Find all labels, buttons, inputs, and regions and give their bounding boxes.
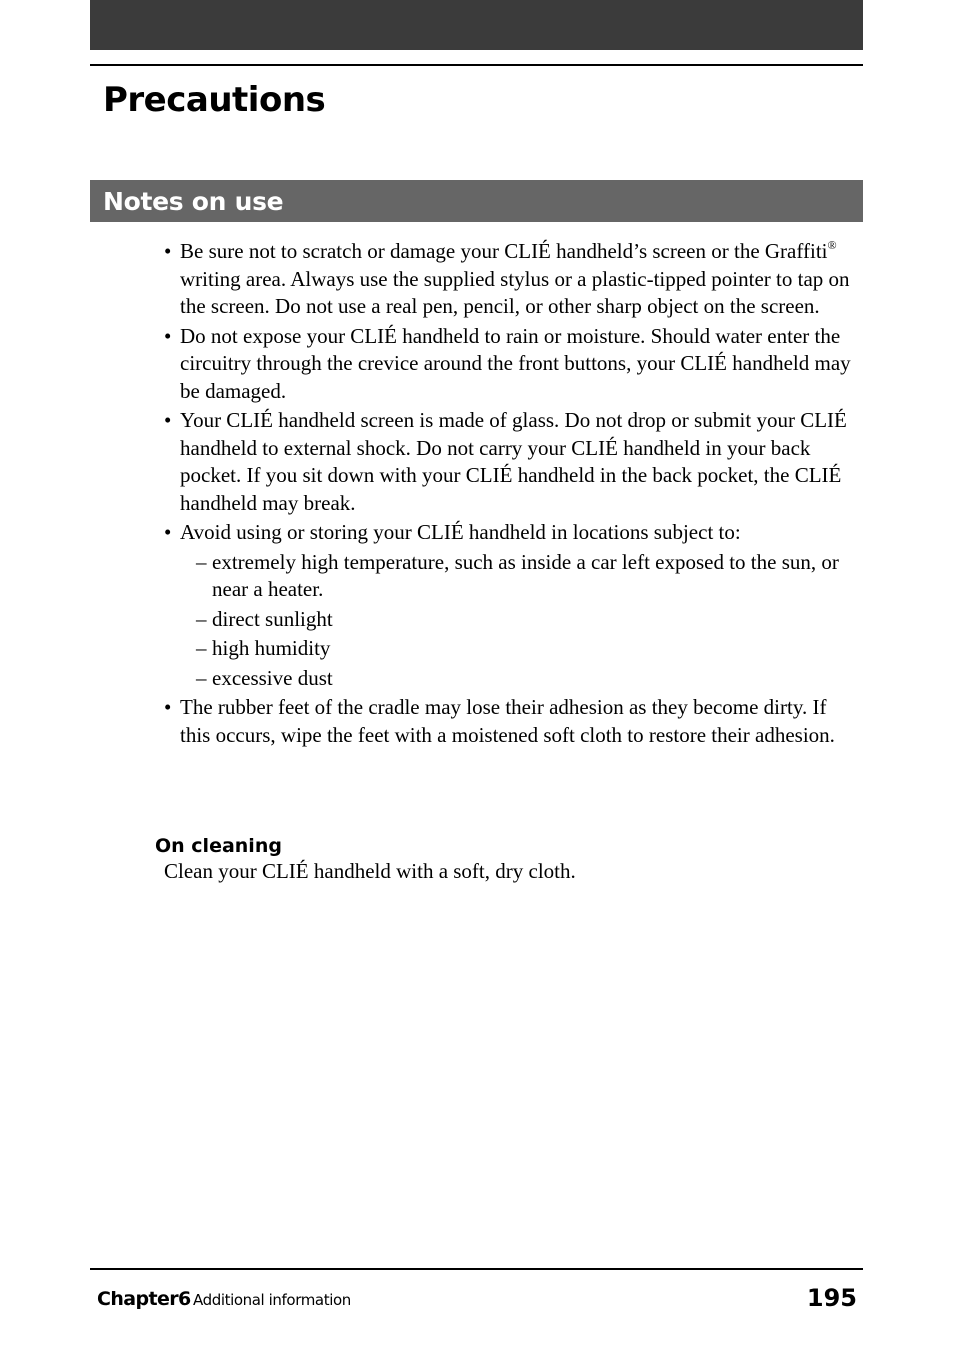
- page-number: 195: [806, 1284, 857, 1312]
- footer-chapter: Chapter6: [97, 1288, 191, 1310]
- list-item-text: Avoid using or storing your CLIÉ handheld in locations subject to:: [180, 520, 741, 544]
- sub-list-item: [180, 665, 854, 693]
- list-item: [164, 519, 854, 692]
- list-item: [164, 694, 854, 749]
- sub-list-item-text: extremely high temperature, such as inside a car left exposed to the sun, or near a heater.: [212, 549, 839, 601]
- list-item-text-start: Be sure not to scratch or damage your CLIÉ handheld’s screen or the Graffiti: [180, 239, 828, 263]
- dash-glyph: –: [196, 549, 207, 574]
- footer-chapter-title: Additional information: [193, 1291, 351, 1309]
- list-item-text: Do not expose your CLIÉ handheld to rain or moisture. Should water enter the circuitry through the crevice around the front buttons, your CLIÉ handheld may be damaged.: [180, 323, 851, 403]
- list-item-text-end: writing area. Always use the supplied stylus or a plastic-tipped pointer to tap on the screen. Do not use a real pen, pencil, or other sharp object on the screen.: [180, 266, 850, 318]
- sub-list-item-text: direct sunlight: [212, 606, 333, 631]
- section-title: Notes on use: [103, 187, 284, 216]
- bullet-glyph: •: [164, 408, 172, 432]
- dash-glyph: –: [196, 606, 207, 631]
- list-item: [164, 407, 854, 517]
- registered-mark: ®: [827, 238, 837, 252]
- sub-list-item-text: excessive dust: [212, 665, 333, 690]
- sub-list-item: [180, 606, 854, 634]
- sub-list-item: [180, 635, 854, 663]
- conditions-list: [180, 549, 854, 693]
- sub-list-item-text: high humidity: [212, 636, 331, 660]
- dash-glyph: –: [196, 665, 207, 690]
- footer-rule: [90, 1268, 863, 1270]
- list-item-text: The rubber feet of the cradle may lose their adhesion as they become dirty. If this occurs, wipe the feet with a moistened soft cloth to restore their adhesion.: [180, 695, 835, 747]
- header-rule: [90, 64, 863, 66]
- bullet-glyph: •: [164, 239, 172, 263]
- cleaning-text: Clean your CLIÉ handheld with a soft, dry cloth.: [164, 859, 576, 883]
- dash-glyph: –: [196, 636, 207, 660]
- bullet-glyph: •: [164, 323, 172, 348]
- sub-list-item: [180, 549, 854, 604]
- notes-list: [164, 238, 854, 751]
- bullet-glyph: •: [164, 695, 172, 719]
- list-item: [164, 238, 854, 321]
- page-title: Precautions: [103, 80, 326, 120]
- header-bar: [90, 0, 863, 50]
- cleaning-heading: On cleaning: [155, 835, 282, 857]
- list-item-text: Your CLIÉ handheld screen is made of glass. Do not drop or submit your CLIÉ handheld to external shock. Do not carry your CLIÉ handheld in your back pocket. If you sit down with your CLIÉ handheld in the back pocket, the CLIÉ handheld may break.: [180, 408, 847, 515]
- bullet-glyph: •: [164, 520, 172, 544]
- list-item-text: [180, 239, 850, 318]
- list-item: [164, 323, 854, 406]
- section-header-bar: [90, 180, 863, 222]
